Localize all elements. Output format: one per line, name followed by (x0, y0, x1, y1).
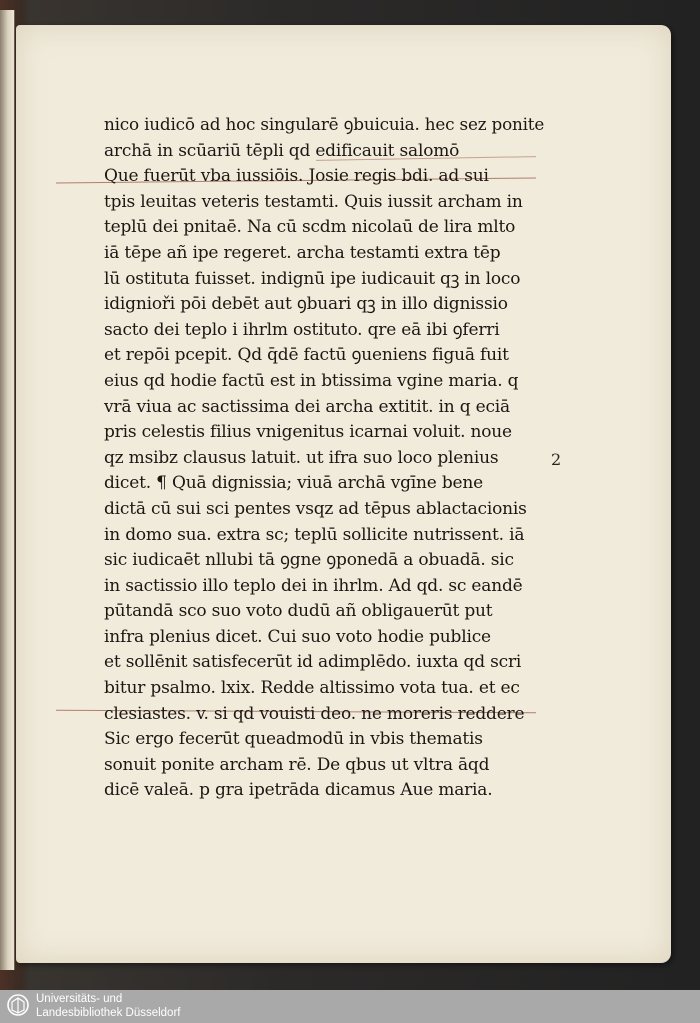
margin-note: 2 (551, 450, 562, 469)
footer-line-2: Landesbibliothek Düsseldorf (36, 1007, 181, 1019)
footer-line-1: Universitäts- und (36, 993, 123, 1005)
text-line: iā tēpe añ ipe regeret. archa testamti extra tēp (104, 242, 501, 263)
text-block (104, 113, 545, 804)
text-line: dicē valeā. p gra ipetrāda dicamus Aue maria. (104, 780, 493, 801)
text-line: in domo sua. extra sc; teplū sollicite nutrissent. iā (104, 524, 525, 545)
text-line: in sactissio illo teplo dei in ihrlm. Ad qd. sc eandē (104, 575, 523, 596)
text-line: eius qd hodie factū est in btissima vgine maria. q (104, 370, 519, 391)
text-line: infra plenius dicet. Cui suo voto hodie publice (104, 626, 491, 647)
text-line: vrā viua ac sactissima dei archa extitit. in q eciā (104, 396, 510, 417)
text-line: archā in scūariū tēpli qd edificauit salomō (104, 140, 460, 161)
text-line: tpis leuitas veteris testamti. Quis iussit archam in (104, 191, 523, 212)
text-line: sonuit ponite archam rē. De qbus ut vltra āqd (104, 754, 490, 775)
text-line: et repōi pcepit. Qd q̄dē factū ꝯueniens figuā fuit (104, 345, 509, 366)
text-line: qz msibz clausus latuit. ut ifra suo loco plenius (104, 447, 499, 468)
text-line: sacto dei teplo i ihrlm ostituto. qre eā ibi ꝯferri (104, 319, 500, 340)
text-line: lū ostituta fuisset. indignū ipe iudicauit qꝫ in loco (104, 268, 521, 289)
text-line: clesiastes. v. si qd vouisti deo. ne moreris reddere (104, 703, 525, 724)
library-logo-icon (7, 994, 29, 1016)
footer-bar (0, 990, 700, 1023)
text-line: pris celestis filius vnigenitus icarnai voluit. noue (104, 422, 512, 443)
text-line: bitur psalmo. lxix. Redde altissimo vota tua. et ec (104, 678, 520, 699)
text-line: idignioři pōi debēt aut ꝯbuari qꝫ in illo dignissio (104, 294, 508, 315)
text-line: teplū dei pnitaē. Na cū scdm nicolaū de lira mlto (104, 217, 516, 238)
text-line: Sic ergo fecerūt queadmodū in vbis thematis (104, 729, 483, 750)
text-line: et sollēnit satisfecerūt id adimplēdo. iuxta qd scri (104, 652, 522, 673)
text-line: sic iudicaēt nllubi tā ꝯgne ꝯponedā a obuadā. sic (104, 550, 514, 571)
text-line: Que fuerūt vba iussiōis. Josie regis bdi. ad sui (104, 166, 489, 187)
text-line: pūtandā sco suo voto dudū añ obligauerūt put (104, 601, 493, 622)
facing-page-edge (0, 10, 15, 970)
text-line: nico iudicō ad hoc singularē ꝯbuicuia. hec sez ponite (104, 115, 545, 135)
footer-institution (36, 992, 180, 1020)
text-line: dictā cū sui sci pentes vsqz ad tēpus ablactacionis (104, 498, 527, 519)
manuscript-page (16, 25, 671, 963)
text-line: dicet. ¶ Quā dignissia; viuā archā vgīne bene (104, 473, 484, 494)
